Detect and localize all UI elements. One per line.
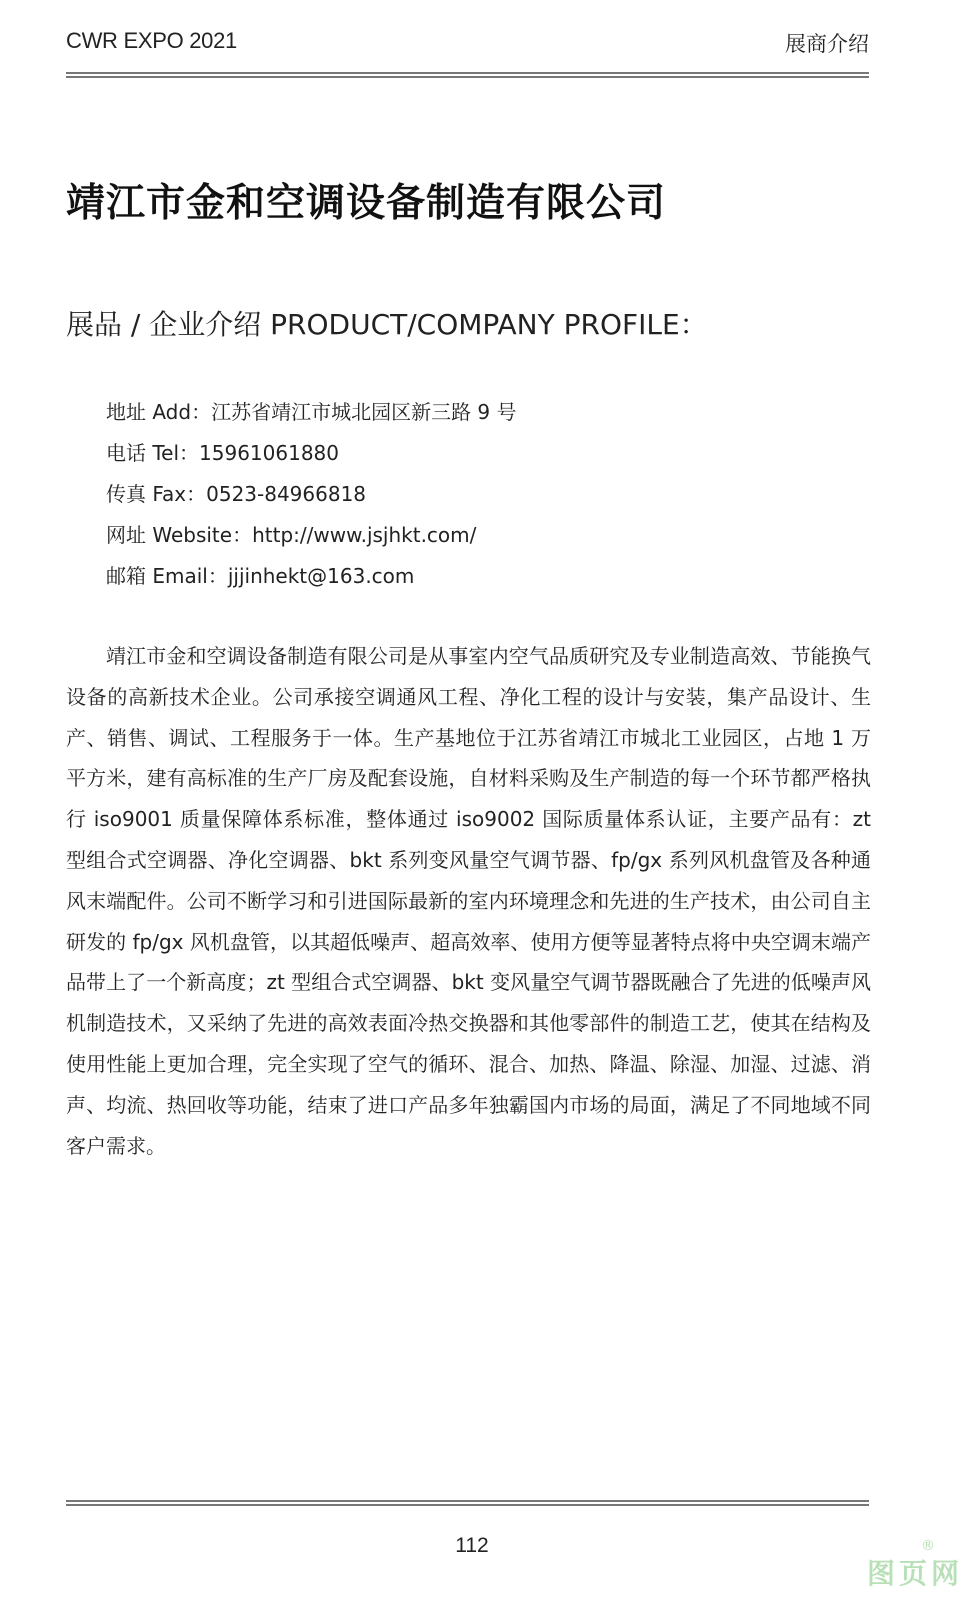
contact-list: [106, 393, 866, 598]
contact-email: 邮箱 Email：jjjinhekt@163.com: [106, 564, 415, 588]
header-divider: [66, 72, 869, 80]
section-subtitle: 展品 / 企业介绍 PRODUCT/COMPANY PROFILE：: [66, 308, 708, 341]
header-section-name: 展商介绍: [785, 32, 869, 56]
company-description: 靖江市金和空调设备制造有限公司是从事室内空气品质研究及专业制造高效、节能换气设备的高新技术企业。公司承接空调通风工程、净化工程的设计与安装，集产品设计、生产、销售、调试、工程服务于一体。生产基地位于江苏省靖江市城北工业园区，占地 1 万平方米，建有高标准的生产厂房及配套设施，自材料采购及生产制造的每一个环节都严格执行 iso9001 质量保障体系标准，整体通过 iso9002 国际质量体系认证，主要产品有：zt 型组合式空调器、净化空调器、bkt 系列变风量空气调节器、fp/gx 系列风机盘管及各种通风末端配件。公司不断学习和引进国际最新的室内环境理念和先进的生产技术，由公司自主研发的 fp/gx 风机盘管，以其超低噪声、超高效率、使用方便等显著特点将中央空调末端产品带上了一个新高度；zt 型组合式空调器、bkt 变风量空气调节器既融合了先进的低噪声风机制造技术，又采纳了先进的高效表面冷热交换器和其他零部件的制造工艺，使其在结构及使用性能上更加合理，完全实现了空气的循环、混合、加热、降温、除湿、加湿、过滤、消声、均流、热回收等功能，结束了进口产品多年独霸国内市场的局面，满足了不同地域不同客户需求。: [66, 644, 871, 1158]
contact-address: 地址 Add：江苏省靖江市城北园区新三路 9 号: [106, 400, 517, 424]
company-title: 靖江市金和空调设备制造有限公司: [66, 181, 667, 226]
contact-website: 网址 Website：http://www.jsjhkt.com/: [106, 523, 477, 547]
contact-fax: 传真 Fax：0523-84966818: [106, 482, 367, 506]
page-number: 112: [455, 1534, 489, 1557]
contact-phone: 电话 Tel：15961061880: [106, 441, 340, 465]
watermark-text: 图页网: [866, 1557, 963, 1590]
watermark-logo: [866, 1538, 963, 1592]
header-expo-name: CWR EXPO 2021: [66, 28, 237, 53]
footer-divider: [66, 1500, 869, 1508]
registered-mark: ®: [920, 1538, 935, 1554]
